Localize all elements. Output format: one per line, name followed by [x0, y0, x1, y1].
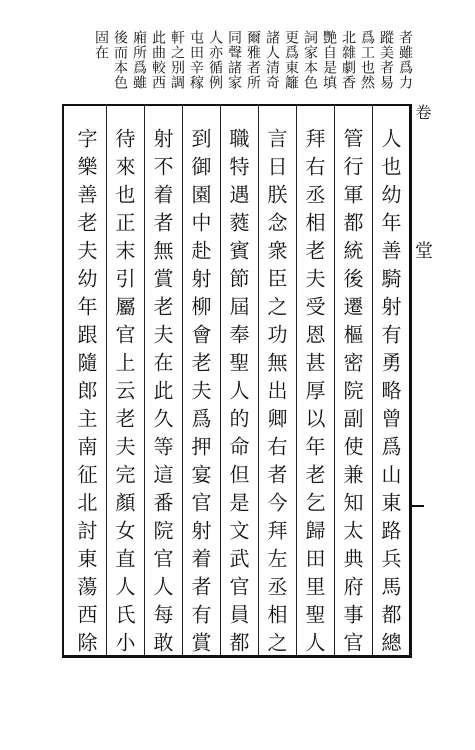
- annotation-column: 屯田辛稼: [188, 30, 204, 90]
- annotation-column: 爾雅者所: [245, 30, 261, 90]
- column-rule: [372, 106, 373, 655]
- text-column: 待來也正末引屬官上云老夫完顏女直人氏小: [112, 128, 136, 660]
- annotation-column: 艷自是填: [321, 30, 337, 90]
- annotation-column: 人亦循例: [207, 30, 223, 90]
- text-column: 字樂善老夫幼年跟隨郎主南征北討東蕩西除: [74, 128, 98, 660]
- annotation-column: 詞家本色: [302, 30, 318, 90]
- annotation-column: 同聲諸家: [226, 30, 242, 90]
- annotation-column: 此曲較西: [150, 30, 166, 90]
- text-column: 職特遇蕤賓節屆奉聖人的命但是文武官員都: [226, 128, 250, 660]
- text-column: 到御園中赴射柳會老夫爲押宴官射着者有賞: [188, 128, 212, 660]
- column-rule: [258, 106, 259, 655]
- column-rule: [334, 106, 335, 655]
- annotation-column: 後而本色: [112, 30, 128, 90]
- column-rule: [220, 106, 221, 655]
- column-rule: [296, 106, 297, 655]
- annotation-column: 者雖爲力: [397, 30, 413, 90]
- annotation-column: 諸人清奇: [264, 30, 280, 90]
- annotation-column: 爲工也然: [359, 30, 375, 90]
- text-frame: [62, 104, 412, 658]
- margin-tick: [412, 505, 424, 507]
- text-column: 言日朕念衆臣之功無出卿右者今拜左丞相之: [264, 128, 288, 660]
- text-column: 人也幼年善騎射有勇略曾爲山東路兵馬都總: [378, 128, 402, 660]
- text-column: 射不着者無賞老夫在此久等這番院官人每敢: [150, 128, 174, 660]
- annotation-column: 軒之別調: [169, 30, 185, 90]
- annotation-column: 更爲東籬: [283, 30, 299, 90]
- text-column: 拜右丞相老夫受恩甚厚以年老乞歸田里聖人: [302, 128, 326, 660]
- annotation-column: 北雜劇香: [340, 30, 356, 90]
- annotation-block: [78, 30, 418, 110]
- annotation-column: 固在: [93, 30, 109, 60]
- annotation-column: 廂所爲雖: [131, 30, 147, 90]
- margin-mark: 堂: [415, 241, 433, 262]
- column-rule: [106, 106, 107, 655]
- text-column: 管行軍都統後遷樞密院副使兼知太典府事官: [340, 128, 364, 660]
- column-rule: [144, 106, 145, 655]
- column-rule: [182, 106, 183, 655]
- volume-marker: 卷: [413, 104, 432, 122]
- annotation-column: 蹤美者易: [378, 30, 394, 90]
